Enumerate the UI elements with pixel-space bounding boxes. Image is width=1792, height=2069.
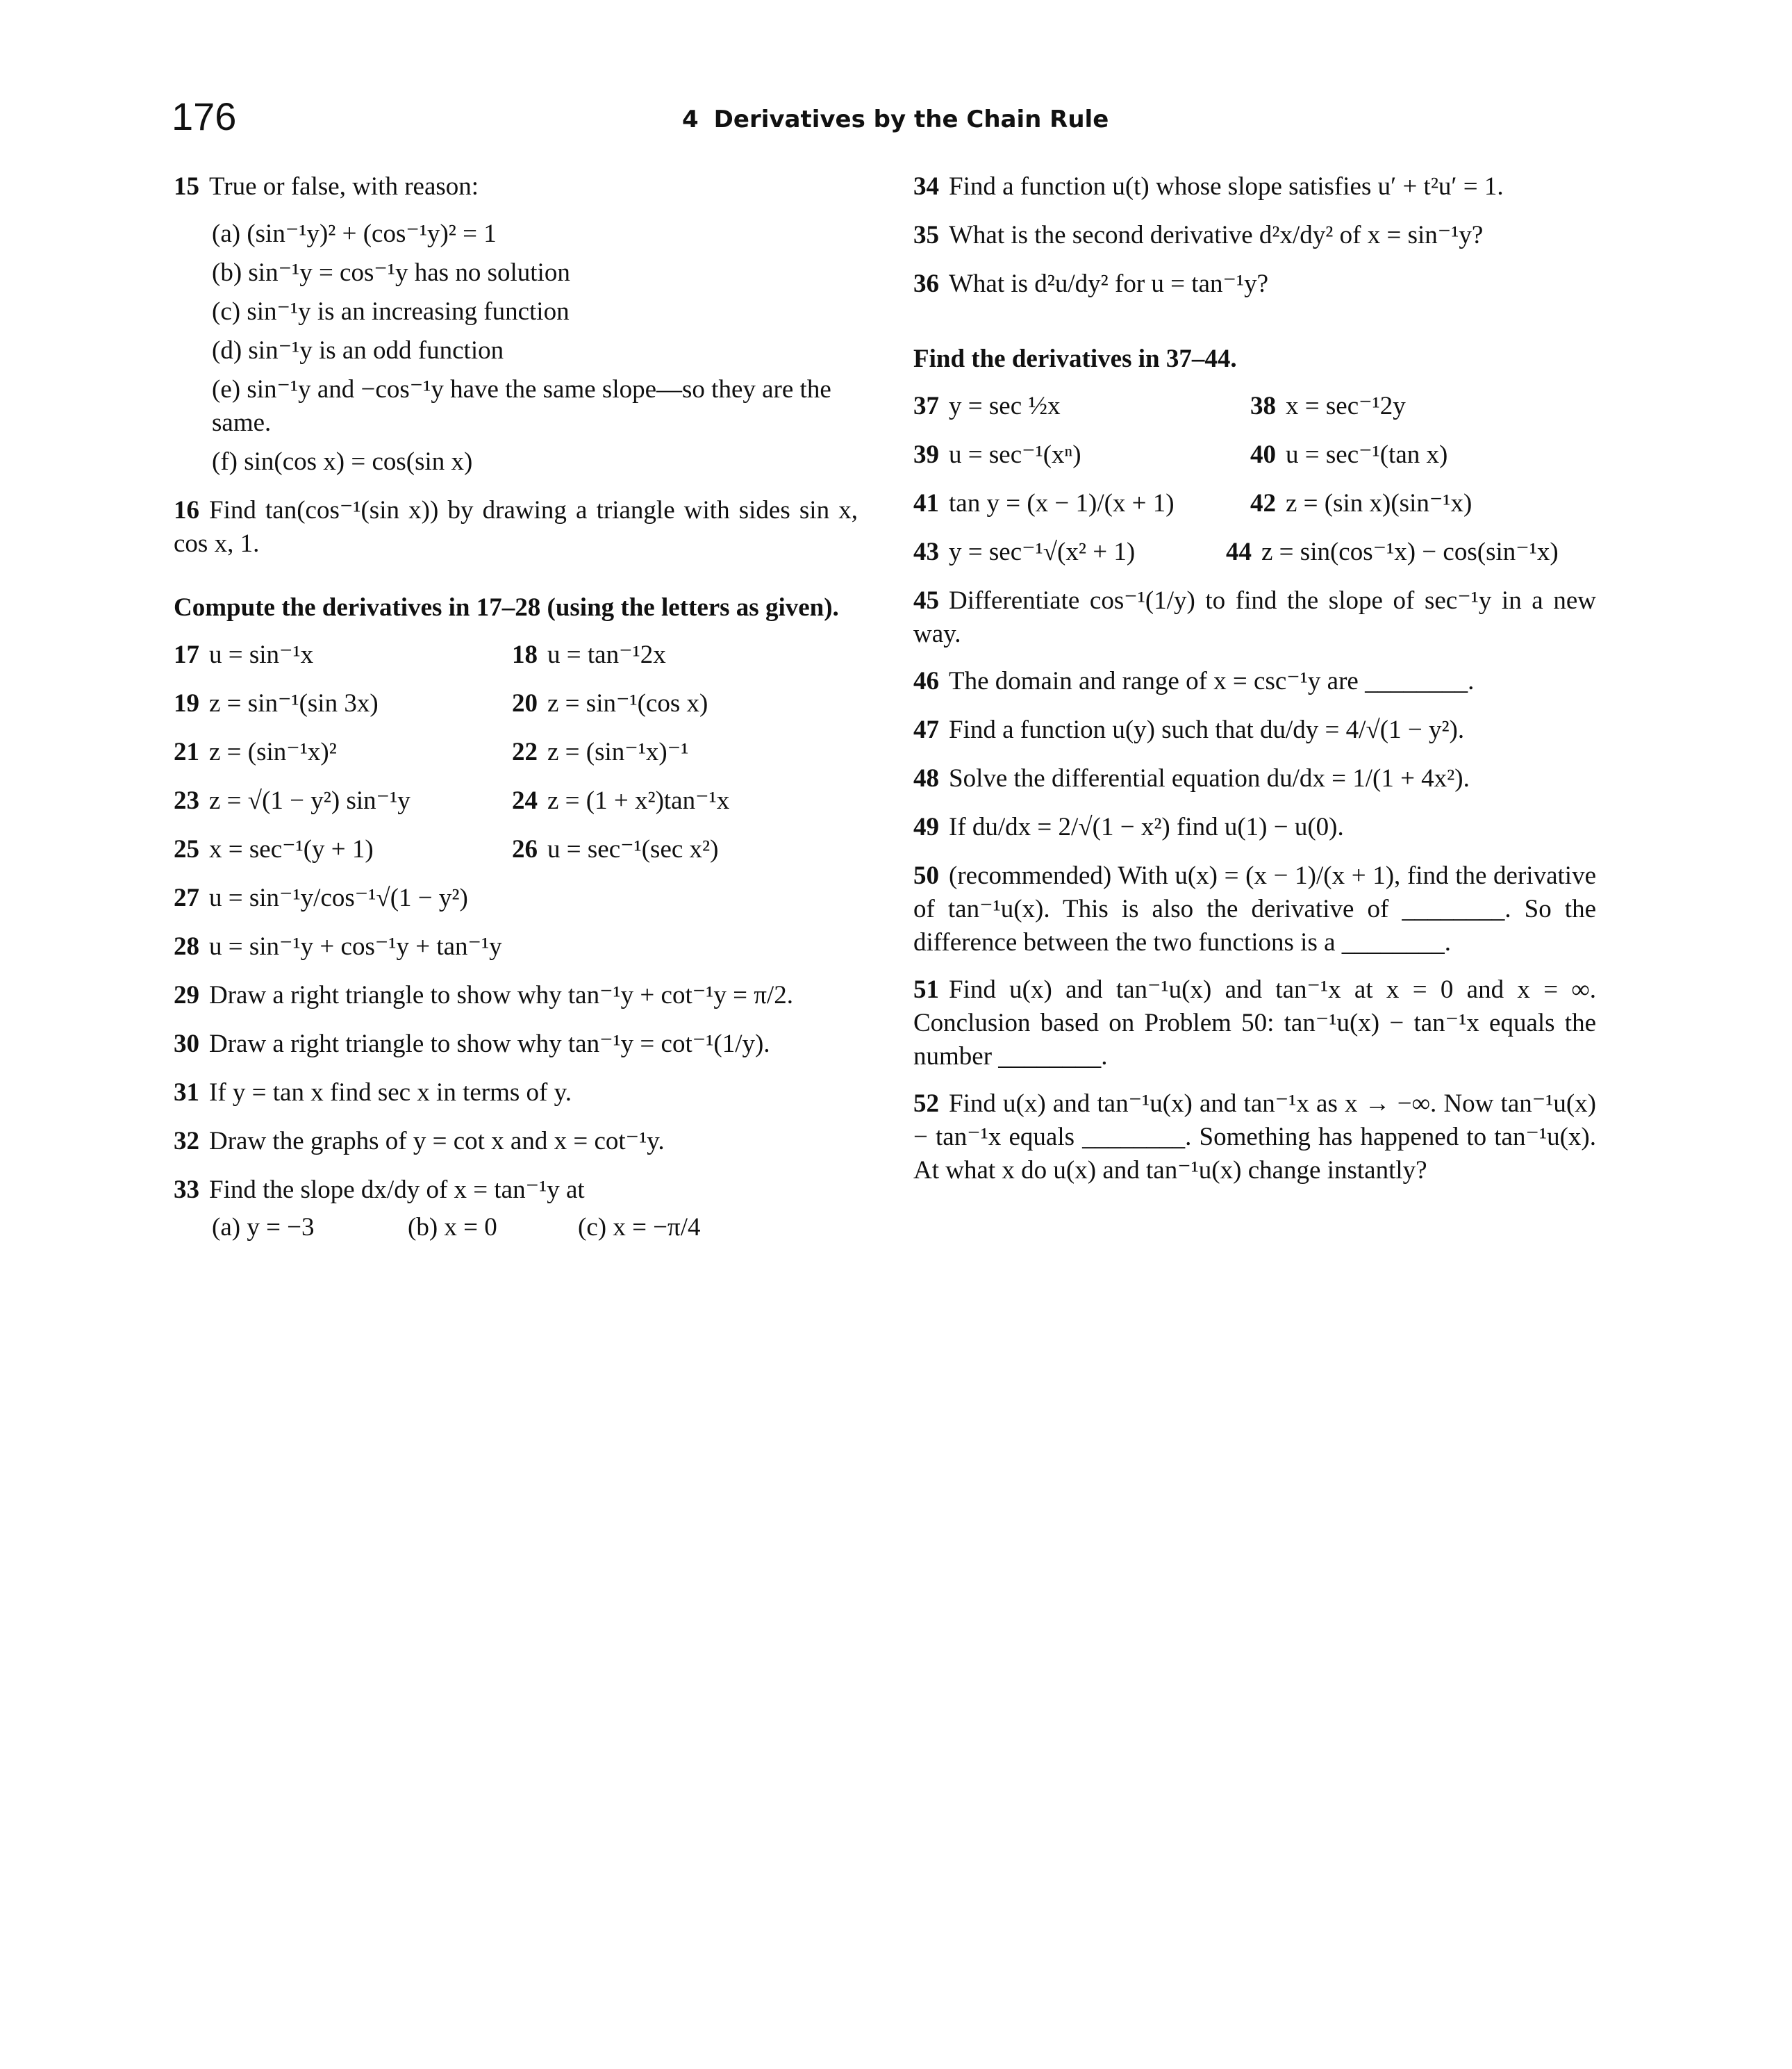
chapter-title: Derivatives by the Chain Rule [713,106,1109,133]
problem-text: Find a function u(y) such that du/dy = 4/√(1 − y²). [949,716,1465,744]
problem-number: 24 [512,786,538,815]
section-heading-17-28: Compute the derivatives in 17–28 (using the letters as given). [174,593,839,622]
problem-number: 40 [1250,440,1276,469]
problem-number: 39 [913,440,939,469]
problem-49 [913,811,1596,844]
problem-15d: (d) sin⁻¹y is an odd function [212,336,504,365]
problem-text: The domain and range of x = csc⁻¹y are ________. [949,667,1475,695]
problem-expression: z = √(1 − y²) sin⁻¹y [209,786,410,815]
problem-expression: u = sin⁻¹y/cos⁻¹√(1 − y²) [209,884,468,912]
problem-number: 52 [913,1089,939,1118]
problem-number: 45 [913,586,939,615]
problem-expression: u = tan⁻¹2x [547,641,666,669]
running-head [682,99,1109,140]
problem-34 [913,170,1596,204]
problem-text: If y = tan x find sec x in terms of y. [209,1078,572,1107]
problem-expression: tan y = (x − 1)/(x + 1) [949,489,1175,518]
problem-expression: x = sec⁻¹2y [1286,392,1406,420]
problem-number: 42 [1250,489,1276,518]
problem-expression: u = sec⁻¹(tan x) [1286,440,1448,469]
problem-pair-19-20 [174,687,858,720]
problem-number: 28 [174,932,199,961]
problem-expression: u = sec⁻¹(sec x²) [547,835,719,864]
problem-pair-41-42 [913,487,1596,520]
problem-number: 31 [174,1078,199,1107]
problem-15b: (b) sin⁻¹y = cos⁻¹y has no solution [212,258,570,287]
problem-text: Draw a right triangle to show why tan⁻¹y = cot⁻¹(1/y). [209,1030,770,1058]
problem-expression: z = (1 + x²)tan⁻¹x [547,786,730,815]
problem-number: 37 [913,392,939,420]
problem-text: Find u(x) and tan⁻¹u(x) and tan⁻¹x as x → −∞. Now tan⁻¹u(x) − tan⁻¹x equals ________. Something has happened to tan⁻¹u(x). At what x do u(x) and tan⁻¹u(x) change instantly? [913,1089,1596,1185]
problem-text: Find the slope dx/dy of x = tan⁻¹y at [209,1176,585,1204]
problem-number: 46 [913,667,939,695]
problem-number: 22 [512,738,538,766]
problem-number: 15 [174,172,199,201]
problem-15e: (e) sin⁻¹y and −cos⁻¹y have the same slope—so they are the same. [212,375,831,437]
problem-expression: z = sin⁻¹(sin 3x) [209,689,379,718]
problem-15f: (f) sin(cos x) = cos(sin x) [212,447,473,476]
problem-27 [174,882,858,915]
problem-pair-21-22 [174,736,858,769]
problem-number: 27 [174,884,199,912]
problem-pair-39-40 [913,438,1596,472]
problem-number: 49 [913,813,939,841]
problem-29 [174,979,858,1012]
problem-text: Draw a right triangle to show why tan⁻¹y + cot⁻¹y = π/2. [209,981,793,1009]
choice-a: (a) y = −3 [212,1213,315,1242]
choice-b: (b) x = 0 [408,1213,497,1242]
problem-number: 34 [913,172,939,201]
problem-expression: z = sin⁻¹(cos x) [547,689,708,718]
problem-pair-43-44 [913,536,1596,569]
problem-number: 47 [913,716,939,744]
problem-text: Find a function u(t) whose slope satisfies u′ + t²u′ = 1. [949,172,1504,201]
problem-expression: u = sec⁻¹(xⁿ) [949,440,1081,469]
problem-expression: y = sec ½x [949,392,1061,420]
page-number: 176 [172,94,237,138]
problem-52 [913,1087,1596,1187]
problem-pair-17-18 [174,638,858,672]
problem-32 [174,1125,858,1158]
problem-number: 36 [913,270,939,298]
problem-36 [913,267,1596,301]
problem-expression: z = sin(cos⁻¹x) − cos(sin⁻¹x) [1261,538,1559,566]
problem-number: 50 [913,862,939,890]
problem-number: 44 [1226,538,1252,566]
problem-number: 25 [174,835,199,864]
problem-number: 43 [913,538,939,566]
problem-pair-25-26 [174,833,858,866]
problem-number: 23 [174,786,199,815]
problem-33 [174,1173,858,1207]
problem-number: 41 [913,489,939,518]
problem-number: 38 [1250,392,1276,420]
problem-35 [913,219,1596,252]
problem-47 [913,714,1596,747]
problem-15a: (a) (sin⁻¹y)² + (cos⁻¹y)² = 1 [212,220,497,248]
problem-number: 16 [174,496,199,525]
problem-50 [913,859,1596,959]
problem-expression: z = (sin x)(sin⁻¹x) [1286,489,1472,518]
problem-expression: z = (sin⁻¹x)² [209,738,337,766]
problem-text: What is the second derivative d²x/dy² of x = sin⁻¹y? [949,221,1484,249]
page-header [172,89,1595,151]
problem-number: 18 [512,641,538,669]
chapter-number: 4 [682,106,699,133]
problem-expression: u = sin⁻¹y + cos⁻¹y + tan⁻¹y [209,932,502,961]
choice-c: (c) x = −π/4 [578,1213,701,1242]
problem-text: Find u(x) and tan⁻¹u(x) and tan⁻¹x at x = 0 and x = ∞. Conclusion based on Problem 50: tan⁻¹u(x) − tan⁻¹x equals the number ________. [913,975,1596,1071]
right-column [913,170,1596,1201]
problem-text: Solve the differential equation du/dx = 1/(1 + 4x²). [949,764,1470,793]
problem-15c: (c) sin⁻¹y is an increasing function [212,297,570,326]
problem-text: Find tan(cos⁻¹(sin x)) by drawing a triangle with sides sin x, cos x, 1. [174,496,858,558]
problem-expression: z = (sin⁻¹x)⁻¹ [547,738,689,766]
problem-text: Differentiate cos⁻¹(1/y) to find the slope of sec⁻¹y in a new way. [913,586,1596,648]
problem-text: If du/dx = 2/√(1 − x²) find u(1) − u(0). [949,813,1344,841]
problem-text: (recommended) With u(x) = (x − 1)/(x + 1), find the derivative of tan⁻¹u(x). This is also the derivative of ________. So the difference between the two functions is a ________. [913,862,1596,957]
problem-number: 35 [913,221,939,249]
problem-number: 32 [174,1127,199,1155]
problem-51 [913,973,1596,1073]
problem-number: 48 [913,764,939,793]
problem-number: 30 [174,1030,199,1058]
problem-text: Draw the graphs of y = cot x and x = cot⁻¹y. [209,1127,665,1155]
problem-33-choices [212,1211,858,1244]
problem-16 [174,494,858,561]
problem-number: 19 [174,689,199,718]
problem-46 [913,665,1596,698]
problem-number: 26 [512,835,538,864]
problem-text: What is d²u/dy² for u = tan⁻¹y? [949,270,1269,298]
problem-48 [913,762,1596,796]
problem-31 [174,1076,858,1110]
section-heading-37-44: Find the derivatives in 37–44. [913,345,1237,373]
problem-30 [174,1028,858,1061]
left-column [174,170,858,1244]
problem-expression: x = sec⁻¹(y + 1) [209,835,374,864]
problem-expression: y = sec⁻¹√(x² + 1) [949,538,1136,566]
problem-pair-37-38 [913,390,1596,423]
problem-15 [174,170,858,204]
problem-pair-23-24 [174,784,858,818]
problem-45 [913,584,1596,651]
problem-number: 33 [174,1176,199,1204]
problem-expression: u = sin⁻¹x [209,641,314,669]
problem-number: 51 [913,975,939,1004]
problem-number: 17 [174,641,199,669]
problem-number: 21 [174,738,199,766]
problem-text: True or false, with reason: [209,172,479,201]
problem-28 [174,930,858,964]
problem-number: 20 [512,689,538,718]
problem-number: 29 [174,981,199,1009]
